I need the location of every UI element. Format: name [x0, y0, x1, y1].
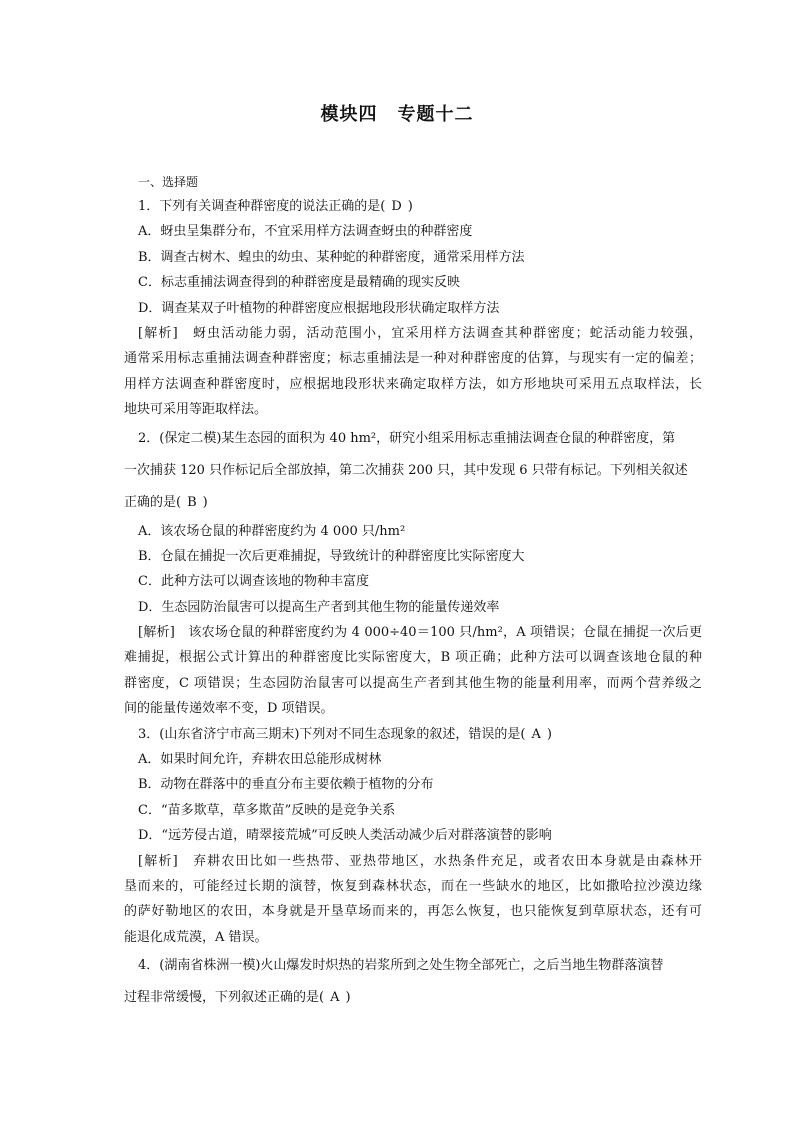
- option: D．生态园防治鼠害可以提高生产者到其他生物的能量传递效率: [138, 599, 500, 615]
- section-heading: 一、选择题: [138, 175, 199, 189]
- analysis-line: 难捕捉，根据公式计算出的种群密度比实际密度大，B 项正确；此种方法可以调查该地仓鼠的种: [124, 650, 702, 666]
- option: A．蚜虫呈集群分布，不宜采用样方法调查蚜虫的种群密度: [138, 224, 473, 240]
- analysis: [124, 849, 702, 951]
- answer-letter: A: [330, 990, 340, 1006]
- option: D．“远芳侵古道，晴翠接荒城”可反映人类活动减少后对群落演替的影响: [138, 828, 552, 844]
- analysis-line: [解析] 该农场仓鼠的种群密度约为 4 000÷40＝100 只/hm²，A 项错误；仓鼠在捕捉一次后更: [138, 625, 702, 641]
- question-stem: 1．下列有关调查种群密度的说法正确的是( D ): [124, 194, 702, 219]
- option: B．仓鼠在捕捉一次后更难捕捉，导致统计的种群密度比实际密度大: [138, 548, 525, 564]
- analysis-line: [解析] 蚜虫活动能力弱，活动范围小，宜采用样方法调查其种群密度；蛇活动能力较强，: [138, 325, 702, 341]
- question-stem-line: 一次捕获 120 只作标记后全部放掉，第二次捕获 200 只，其中发现 6 只带有标记。下列相关叙述: [124, 462, 688, 478]
- analysis-line: 的萨好勒地区的农田，本身就是开垦草场而来的，再怎么恢复，也只能恢复到草原状态，还有可: [124, 904, 702, 920]
- question-stem-line: 2．(保定二模)某生态园的面积为 40 hm²，研究小组采用标志重捕法调查仓鼠的种群密度，第: [138, 430, 676, 446]
- question-2: [124, 423, 702, 722]
- option: A．该农场仓鼠的种群密度约为 4 000 只/hm²: [138, 523, 406, 539]
- analysis-line: [解析] 弃耕农田比如一些热带、亚热带地区，水热条件充足，或者农田本身就是由森林开: [138, 853, 702, 869]
- question-1: [124, 194, 702, 423]
- topic-label: 专题十二: [397, 104, 474, 125]
- analysis-line: 通常采用标志重捕法调查种群密度；标志重捕法是一种对种群密度的估算，与现实有一定的偏差；: [124, 351, 702, 367]
- module-label: 模块四: [320, 104, 378, 125]
- analysis-line: 地块可采用等距取样法。: [124, 402, 268, 418]
- option: C．标志重捕法调查得到的种群密度是最精确的现实反映: [138, 275, 460, 291]
- analysis-line: 群密度，C 项错误；生态园防治鼠害可以提高生产者到其他生物的能量利用率，而两个营养级之: [124, 675, 702, 691]
- document-body: [124, 170, 702, 1014]
- question-4: [124, 950, 702, 1014]
- option: C．“苗多欺草，草多欺苗”反映的是竞争关系: [138, 802, 396, 818]
- option: B．动物在群落中的垂直分布主要依赖于植物的分布: [138, 777, 434, 793]
- answer-letter: A: [531, 726, 541, 742]
- analysis: [124, 620, 702, 722]
- option: C．此种方法可以调查该地的物种丰富度: [138, 574, 369, 590]
- question-stem: 3．(山东省济宁市高三期末)下列对不同生态现象的叙述，错误的是( A ): [124, 722, 702, 747]
- analysis-line: 间的能量传递效率不变，D 项错误。: [124, 701, 334, 717]
- question-3: [124, 722, 702, 951]
- answer-letter: D: [391, 199, 402, 214]
- analysis-line: 能退化成荒漠，A 错误。: [124, 929, 268, 945]
- analysis-line: 用样方法调查种群密度时，应根据地段形状来确定取样方法，如方形地块可采用五点取样法，长: [124, 376, 702, 392]
- analysis: [124, 321, 702, 423]
- option: D．调查某双子叶植物的种群密度应根据地段形状确定取样方法: [138, 300, 500, 316]
- question-stem-line: 4．(湖南省株洲一模)火山爆发时炽热的岩浆所到之处生物全部死亡，之后当地生物群落演替: [138, 958, 664, 974]
- option: A．如果时间允许，弃耕农田总能形成树林: [138, 752, 382, 768]
- question-stem: 过程非常缓慢，下列叙述正确的是( A ): [124, 982, 702, 1014]
- answer-letter: B: [187, 494, 197, 510]
- page-title: [0, 100, 794, 126]
- option: B．调查古树木、蝗虫的幼虫、某种蛇的种群密度，通常采用样方法: [138, 249, 525, 265]
- analysis-line: 垦而来的，可能经过长期的演替，恢复到森林状态，而在一些缺水的地区，比如撒哈拉沙漠边缘: [124, 878, 702, 894]
- question-stem: 正确的是( B ): [124, 487, 702, 519]
